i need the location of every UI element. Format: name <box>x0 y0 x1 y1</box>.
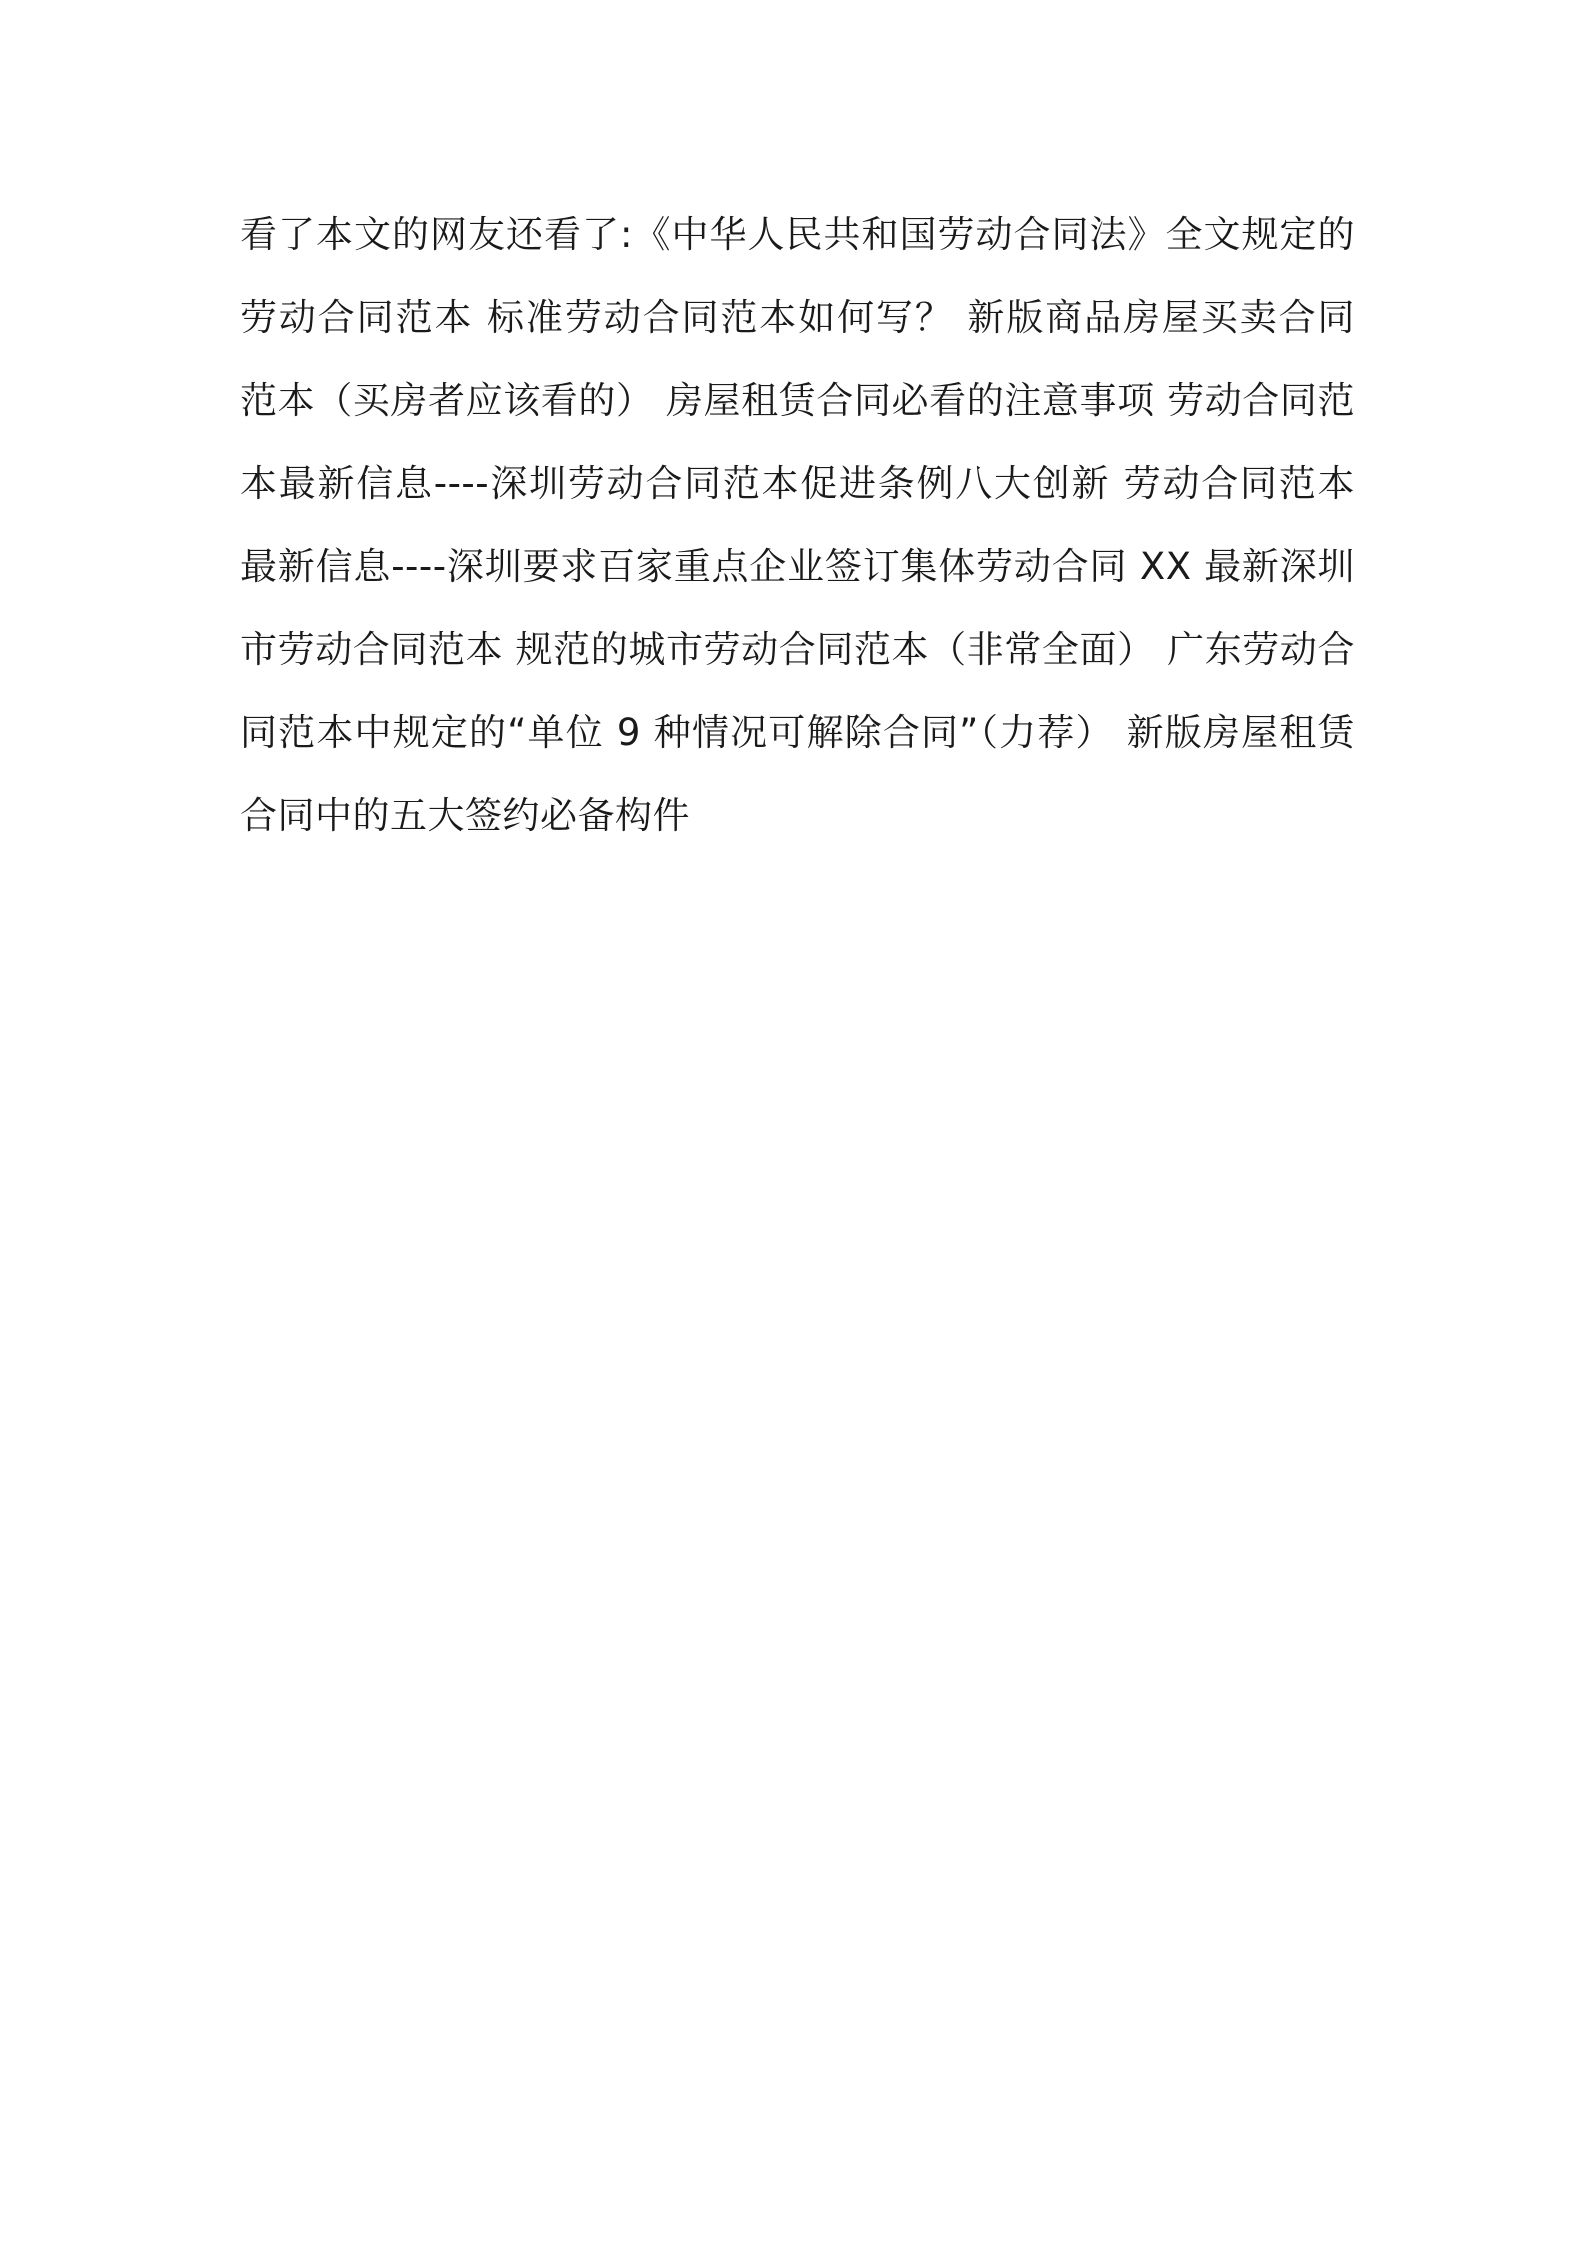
text-line: 最新信息----深圳要求百家重点企业签订集体劳动合同 XX 最新深圳 <box>240 545 1355 588</box>
related-articles-paragraph <box>240 193 1355 857</box>
text-line: 同范本中规定的“单位 9 种情况可解除合同”（力荐） 新版房屋租赁 <box>240 711 1355 754</box>
text-line: 范本（买房者应该看的） 房屋租赁合同必看的注意事项 劳动合同范 <box>240 379 1355 422</box>
text-line: 看了本文的网友还看了:《中华人民共和国劳动合同法》全文规定的 <box>240 213 1355 256</box>
text-line: 本最新信息----深圳劳动合同范本促进条例八大创新 劳动合同范本 <box>240 462 1355 505</box>
text-line: 劳动合同范本 标准劳动合同范本如何写？ 新版商品房屋买卖合同 <box>240 296 1355 339</box>
text-line: 合同中的五大签约必备构件 <box>240 794 690 837</box>
text-line: 市劳动合同范本 规范的城市劳动合同范本（非常全面） 广东劳动合 <box>240 628 1355 671</box>
